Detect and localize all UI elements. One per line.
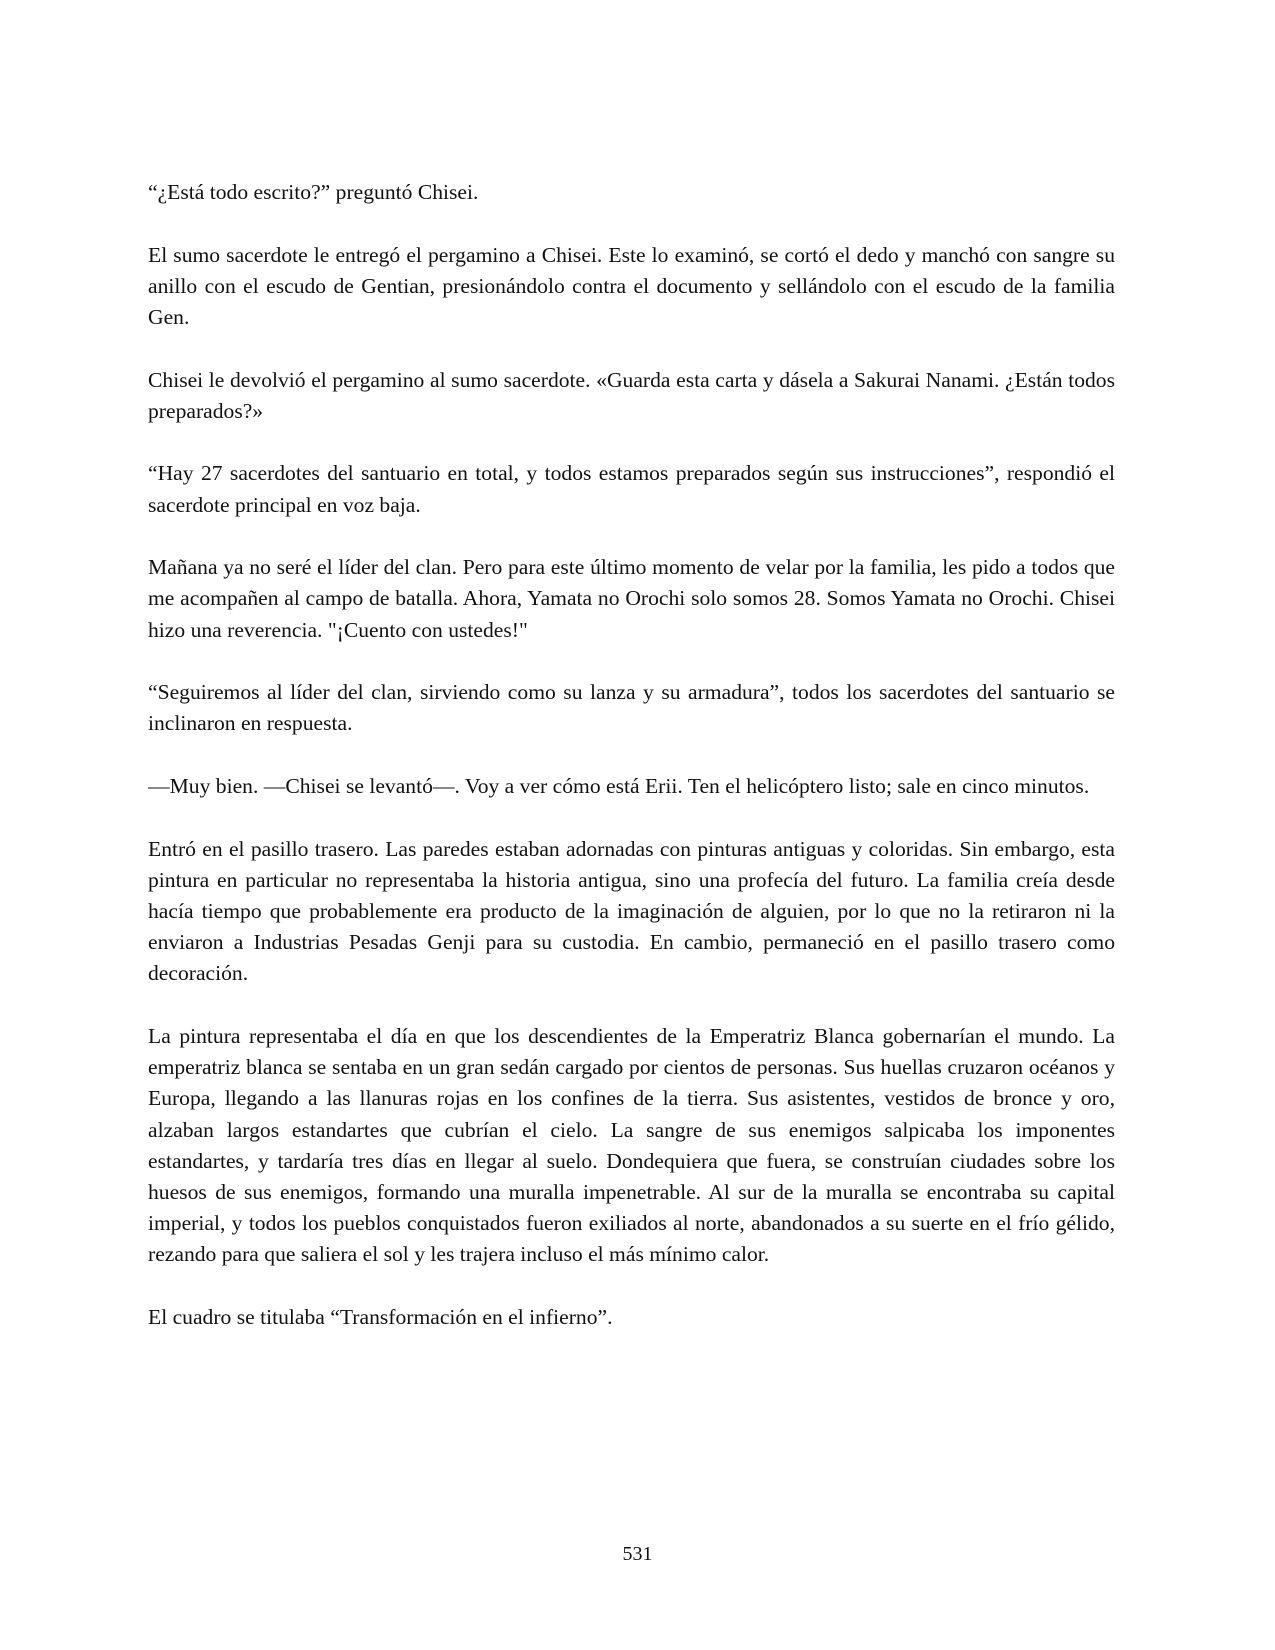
paragraph-6: “Seguiremos al líder del clan, sirviendo como su lanza y su armadura”, todos los sacerdotes del santuario se inclinaron en respuesta.	[148, 680, 1115, 736]
paragraph-1: “¿Está todo escrito?” preguntó Chisei.	[148, 180, 479, 204]
paragraph-4: “Hay 27 sacerdotes del santuario en total, y todos estamos preparados según sus instrucciones”, respondió el sacerdote principal en voz baja.	[148, 461, 1115, 517]
page-number: 531	[622, 1543, 653, 1565]
paragraph-3: Chisei le devolvió el pergamino al sumo sacerdote. «Guarda esta carta y dásela a Sakurai Nanami. ¿Están todos preparados?»	[148, 367, 1115, 423]
paragraph-9: La pintura representaba el día en que los descendientes de la Emperatriz Blanca gobernarían el mundo. La emperatriz blanca se sentaba en un gran sedán cargado por cientos de personas. Sus huellas cruzaron océanos y Europa, llegando a las llanuras rojas en los confines de la tierra. Sus asistentes, vestidos de bronce y oro, alzaban largos estandartes que cubrían el cielo. La sangre de sus enemigos salpicaba los imponentes estandartes, y tardaría tres días en llegar al suelo. Dondequiera que fuera, se construían ciudades sobre los huesos de sus enemigos, formando una muralla impenetrable. Al sur de la muralla se encontraba su capital imperial, y todos los pueblos conquistados fueron exiliados al norte, abandonados a su suerte en el frío gélido, rezando para que saliera el sol y les trajera incluso el más mínimo calor.	[148, 1023, 1115, 1267]
paragraph-5: Mañana ya no seré el líder del clan. Pero para este último momento de velar por la familia, les pido a todos que me acompañen al campo de batalla. Ahora, Yamata no Orochi solo somos 28. Somos Yamata no Orochi. Chisei hizo una reverencia. "¡Cuento con ustedes!"	[148, 555, 1115, 642]
paragraph-2: El sumo sacerdote le entregó el pergamino a Chisei. Este lo examinó, se cortó el dedo y manchó con sangre su anillo con el escudo de Gentian, presionándolo contra el documento y sellándolo con el escudo de la familia Gen.	[148, 242, 1115, 329]
paragraph-7: —Muy bien. —Chisei se levantó—. Voy a ver cómo está Erii. Ten el helicóptero listo; sale en cinco minutos.	[148, 773, 1090, 798]
paragraph-10: El cuadro se titulaba “Transformación en el infierno”.	[148, 1305, 613, 1329]
paragraph-8: Entró en el pasillo trasero. Las paredes estaban adornadas con pinturas antiguas y coloridas. Sin embargo, esta pintura en particular no representaba la historia antigua, sino una profecía del futuro. La familia creía desde hacía tiempo que probablemente era producto de la imaginación de alguien, por lo que no la retiraron ni la enviaron a Industrias Pesadas Genji para su custodia. En cambio, permaneció en el pasillo trasero como decoración.	[148, 836, 1115, 986]
body-text	[148, 177, 1115, 1365]
